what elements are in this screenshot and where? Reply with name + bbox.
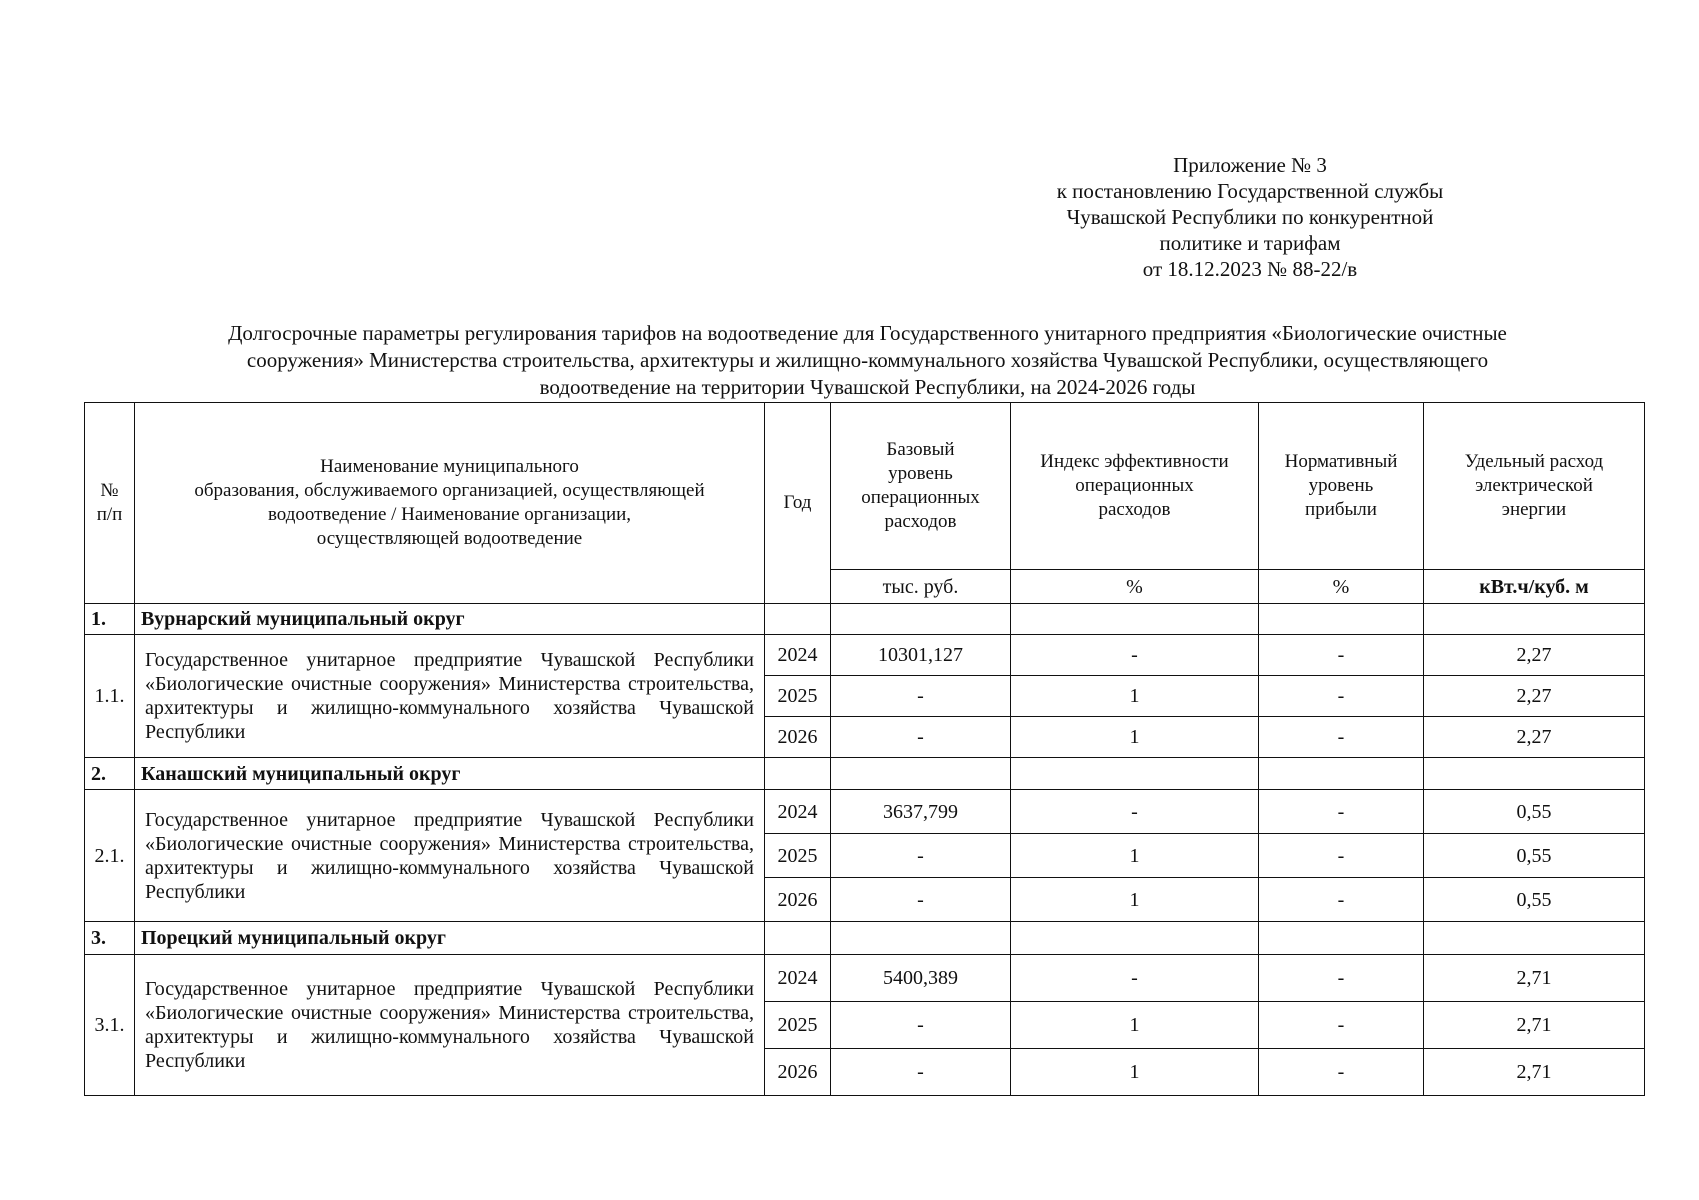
section-name: Порецкий муниципальный округ bbox=[135, 922, 765, 955]
header-profit-line: Нормативный bbox=[1284, 451, 1398, 472]
base-cell: - bbox=[831, 1049, 1011, 1096]
empty-cell bbox=[765, 758, 831, 790]
empty-cell bbox=[1424, 604, 1645, 635]
org-name: Государственное унитарное предприятие Чувашской Республики «Биологические очистные сооружения» Министерства строительства, архитектуры и жилищно-коммунального хозяйства Чувашской Республики bbox=[135, 790, 765, 922]
sub-num: 2.1. bbox=[85, 790, 135, 922]
header-num: № п/п bbox=[85, 403, 135, 604]
energy-cell: 2,71 bbox=[1424, 955, 1645, 1002]
base-cell: - bbox=[831, 878, 1011, 922]
title-line: сооружения» Министерства строительства, архитектуры и жилищно-коммунального хозяйства Чувашской Республики, осуществляющего bbox=[246, 348, 1489, 372]
header-profit-level bbox=[1259, 403, 1424, 570]
appendix-line: от 18.12.2023 № 88-22/в bbox=[1142, 257, 1358, 281]
index-cell: 1 bbox=[1011, 717, 1259, 758]
table-row bbox=[85, 635, 1645, 676]
title-line: Долгосрочные параметры регулирования тарифов на водоотведение для Государственного унитарного предприятия «Биологические очистные bbox=[228, 321, 1507, 345]
index-cell: 1 bbox=[1011, 1002, 1259, 1049]
header-base-costs bbox=[831, 403, 1011, 570]
year-cell: 2025 bbox=[765, 834, 831, 878]
section-num: 2. bbox=[85, 758, 135, 790]
profit-cell: - bbox=[1259, 790, 1424, 834]
appendix-line: политике и тарифам bbox=[1159, 231, 1341, 255]
parameters-table bbox=[84, 402, 1645, 1096]
energy-cell: 2,27 bbox=[1424, 676, 1645, 717]
header-energy-line: энергии bbox=[1501, 499, 1567, 520]
header-index-line: Индекс эффективности bbox=[1040, 451, 1229, 472]
empty-cell bbox=[1424, 922, 1645, 955]
header-base-line: уровень bbox=[888, 463, 953, 484]
header-base-line: Базовый bbox=[886, 439, 955, 460]
header-row bbox=[85, 403, 1645, 570]
header-efficiency-index bbox=[1011, 403, 1259, 570]
energy-cell: 2,71 bbox=[1424, 1002, 1645, 1049]
empty-cell bbox=[1011, 922, 1259, 955]
year-cell: 2024 bbox=[765, 635, 831, 676]
section-row bbox=[85, 604, 1645, 635]
header-base-line: расходов bbox=[884, 511, 957, 532]
org-name: Государственное унитарное предприятие Чувашской Республики «Биологические очистные сооружения» Министерства строительства, архитектуры и жилищно-коммунального хозяйства Чувашской Республики bbox=[135, 955, 765, 1096]
section-num: 3. bbox=[85, 922, 135, 955]
base-cell: 3637,799 bbox=[831, 790, 1011, 834]
empty-cell bbox=[1259, 922, 1424, 955]
base-cell: - bbox=[831, 676, 1011, 717]
index-cell: 1 bbox=[1011, 878, 1259, 922]
index-cell: 1 bbox=[1011, 834, 1259, 878]
year-cell: 2026 bbox=[765, 717, 831, 758]
appendix-line: Чувашской Республики по конкурентной bbox=[1066, 205, 1434, 229]
appendix-header bbox=[990, 152, 1510, 282]
section-row bbox=[85, 922, 1645, 955]
empty-cell bbox=[831, 604, 1011, 635]
base-cell: - bbox=[831, 717, 1011, 758]
header-energy-line: Удельный расход bbox=[1464, 451, 1604, 472]
index-cell: - bbox=[1011, 955, 1259, 1002]
table-row bbox=[85, 955, 1645, 1002]
header-name-line: водоотведение / Наименование организации, bbox=[267, 504, 632, 525]
header-base-line: операционных bbox=[861, 487, 980, 508]
empty-cell bbox=[765, 922, 831, 955]
year-cell: 2026 bbox=[765, 1049, 831, 1096]
header-name-line: Наименование муниципального bbox=[320, 456, 579, 477]
year-cell: 2024 bbox=[765, 955, 831, 1002]
energy-cell: 2,71 bbox=[1424, 1049, 1645, 1096]
header-name bbox=[135, 403, 765, 604]
profit-cell: - bbox=[1259, 717, 1424, 758]
header-index-line: операционных bbox=[1075, 475, 1194, 496]
year-cell: 2025 bbox=[765, 676, 831, 717]
base-cell: 10301,127 bbox=[831, 635, 1011, 676]
header-energy-consumption bbox=[1424, 403, 1645, 570]
empty-cell bbox=[1424, 758, 1645, 790]
year-cell: 2025 bbox=[765, 1002, 831, 1049]
header-energy-line: электрической bbox=[1475, 475, 1593, 496]
table-row bbox=[85, 790, 1645, 834]
empty-cell bbox=[1259, 758, 1424, 790]
org-name: Государственное унитарное предприятие Чувашской Республики «Биологические очистные сооружения» Министерства строительства, архитектуры и жилищно-коммунального хозяйства Чувашской Республики bbox=[135, 635, 765, 758]
energy-cell: 2,27 bbox=[1424, 635, 1645, 676]
header-index-line: расходов bbox=[1098, 499, 1171, 520]
index-cell: - bbox=[1011, 790, 1259, 834]
profit-cell: - bbox=[1259, 1049, 1424, 1096]
section-name: Вурнарский муниципальный округ bbox=[135, 604, 765, 635]
empty-cell bbox=[765, 604, 831, 635]
energy-cell: 0,55 bbox=[1424, 790, 1645, 834]
unit-energy: кВт.ч/куб. м bbox=[1424, 570, 1645, 604]
unit-index: % bbox=[1011, 570, 1259, 604]
section-name: Канашский муниципальный округ bbox=[135, 758, 765, 790]
index-cell: 1 bbox=[1011, 676, 1259, 717]
unit-profit: % bbox=[1259, 570, 1424, 604]
profit-cell: - bbox=[1259, 1002, 1424, 1049]
energy-cell: 2,27 bbox=[1424, 717, 1645, 758]
empty-cell bbox=[1011, 604, 1259, 635]
empty-cell bbox=[831, 758, 1011, 790]
energy-cell: 0,55 bbox=[1424, 878, 1645, 922]
empty-cell bbox=[1011, 758, 1259, 790]
header-name-line: образования, обслуживаемого организацией, осуществляющей bbox=[194, 480, 705, 501]
base-cell: 5400,389 bbox=[831, 955, 1011, 1002]
year-cell: 2024 bbox=[765, 790, 831, 834]
index-cell: - bbox=[1011, 635, 1259, 676]
profit-cell: - bbox=[1259, 878, 1424, 922]
document-title bbox=[90, 320, 1645, 401]
header-name-line: осуществляющей водоотведение bbox=[316, 528, 583, 549]
index-cell: 1 bbox=[1011, 1049, 1259, 1096]
empty-cell bbox=[1259, 604, 1424, 635]
profit-cell: - bbox=[1259, 676, 1424, 717]
sub-num: 3.1. bbox=[85, 955, 135, 1096]
unit-base: тыс. руб. bbox=[831, 570, 1011, 604]
year-cell: 2026 bbox=[765, 878, 831, 922]
header-profit-line: уровень bbox=[1308, 475, 1374, 496]
sub-num: 1.1. bbox=[85, 635, 135, 758]
header-profit-line: прибыли bbox=[1305, 499, 1377, 520]
energy-cell: 0,55 bbox=[1424, 834, 1645, 878]
profit-cell: - bbox=[1259, 635, 1424, 676]
appendix-line: к постановлению Государственной службы bbox=[1056, 179, 1444, 203]
profit-cell: - bbox=[1259, 955, 1424, 1002]
base-cell: - bbox=[831, 834, 1011, 878]
appendix-line: Приложение № 3 bbox=[1173, 153, 1327, 177]
section-num: 1. bbox=[85, 604, 135, 635]
empty-cell bbox=[831, 922, 1011, 955]
section-row bbox=[85, 758, 1645, 790]
title-line: водоотведение на территории Чувашской Республики, на 2024-2026 годы bbox=[539, 375, 1196, 399]
header-year: Год bbox=[765, 403, 831, 604]
profit-cell: - bbox=[1259, 834, 1424, 878]
base-cell: - bbox=[831, 1002, 1011, 1049]
